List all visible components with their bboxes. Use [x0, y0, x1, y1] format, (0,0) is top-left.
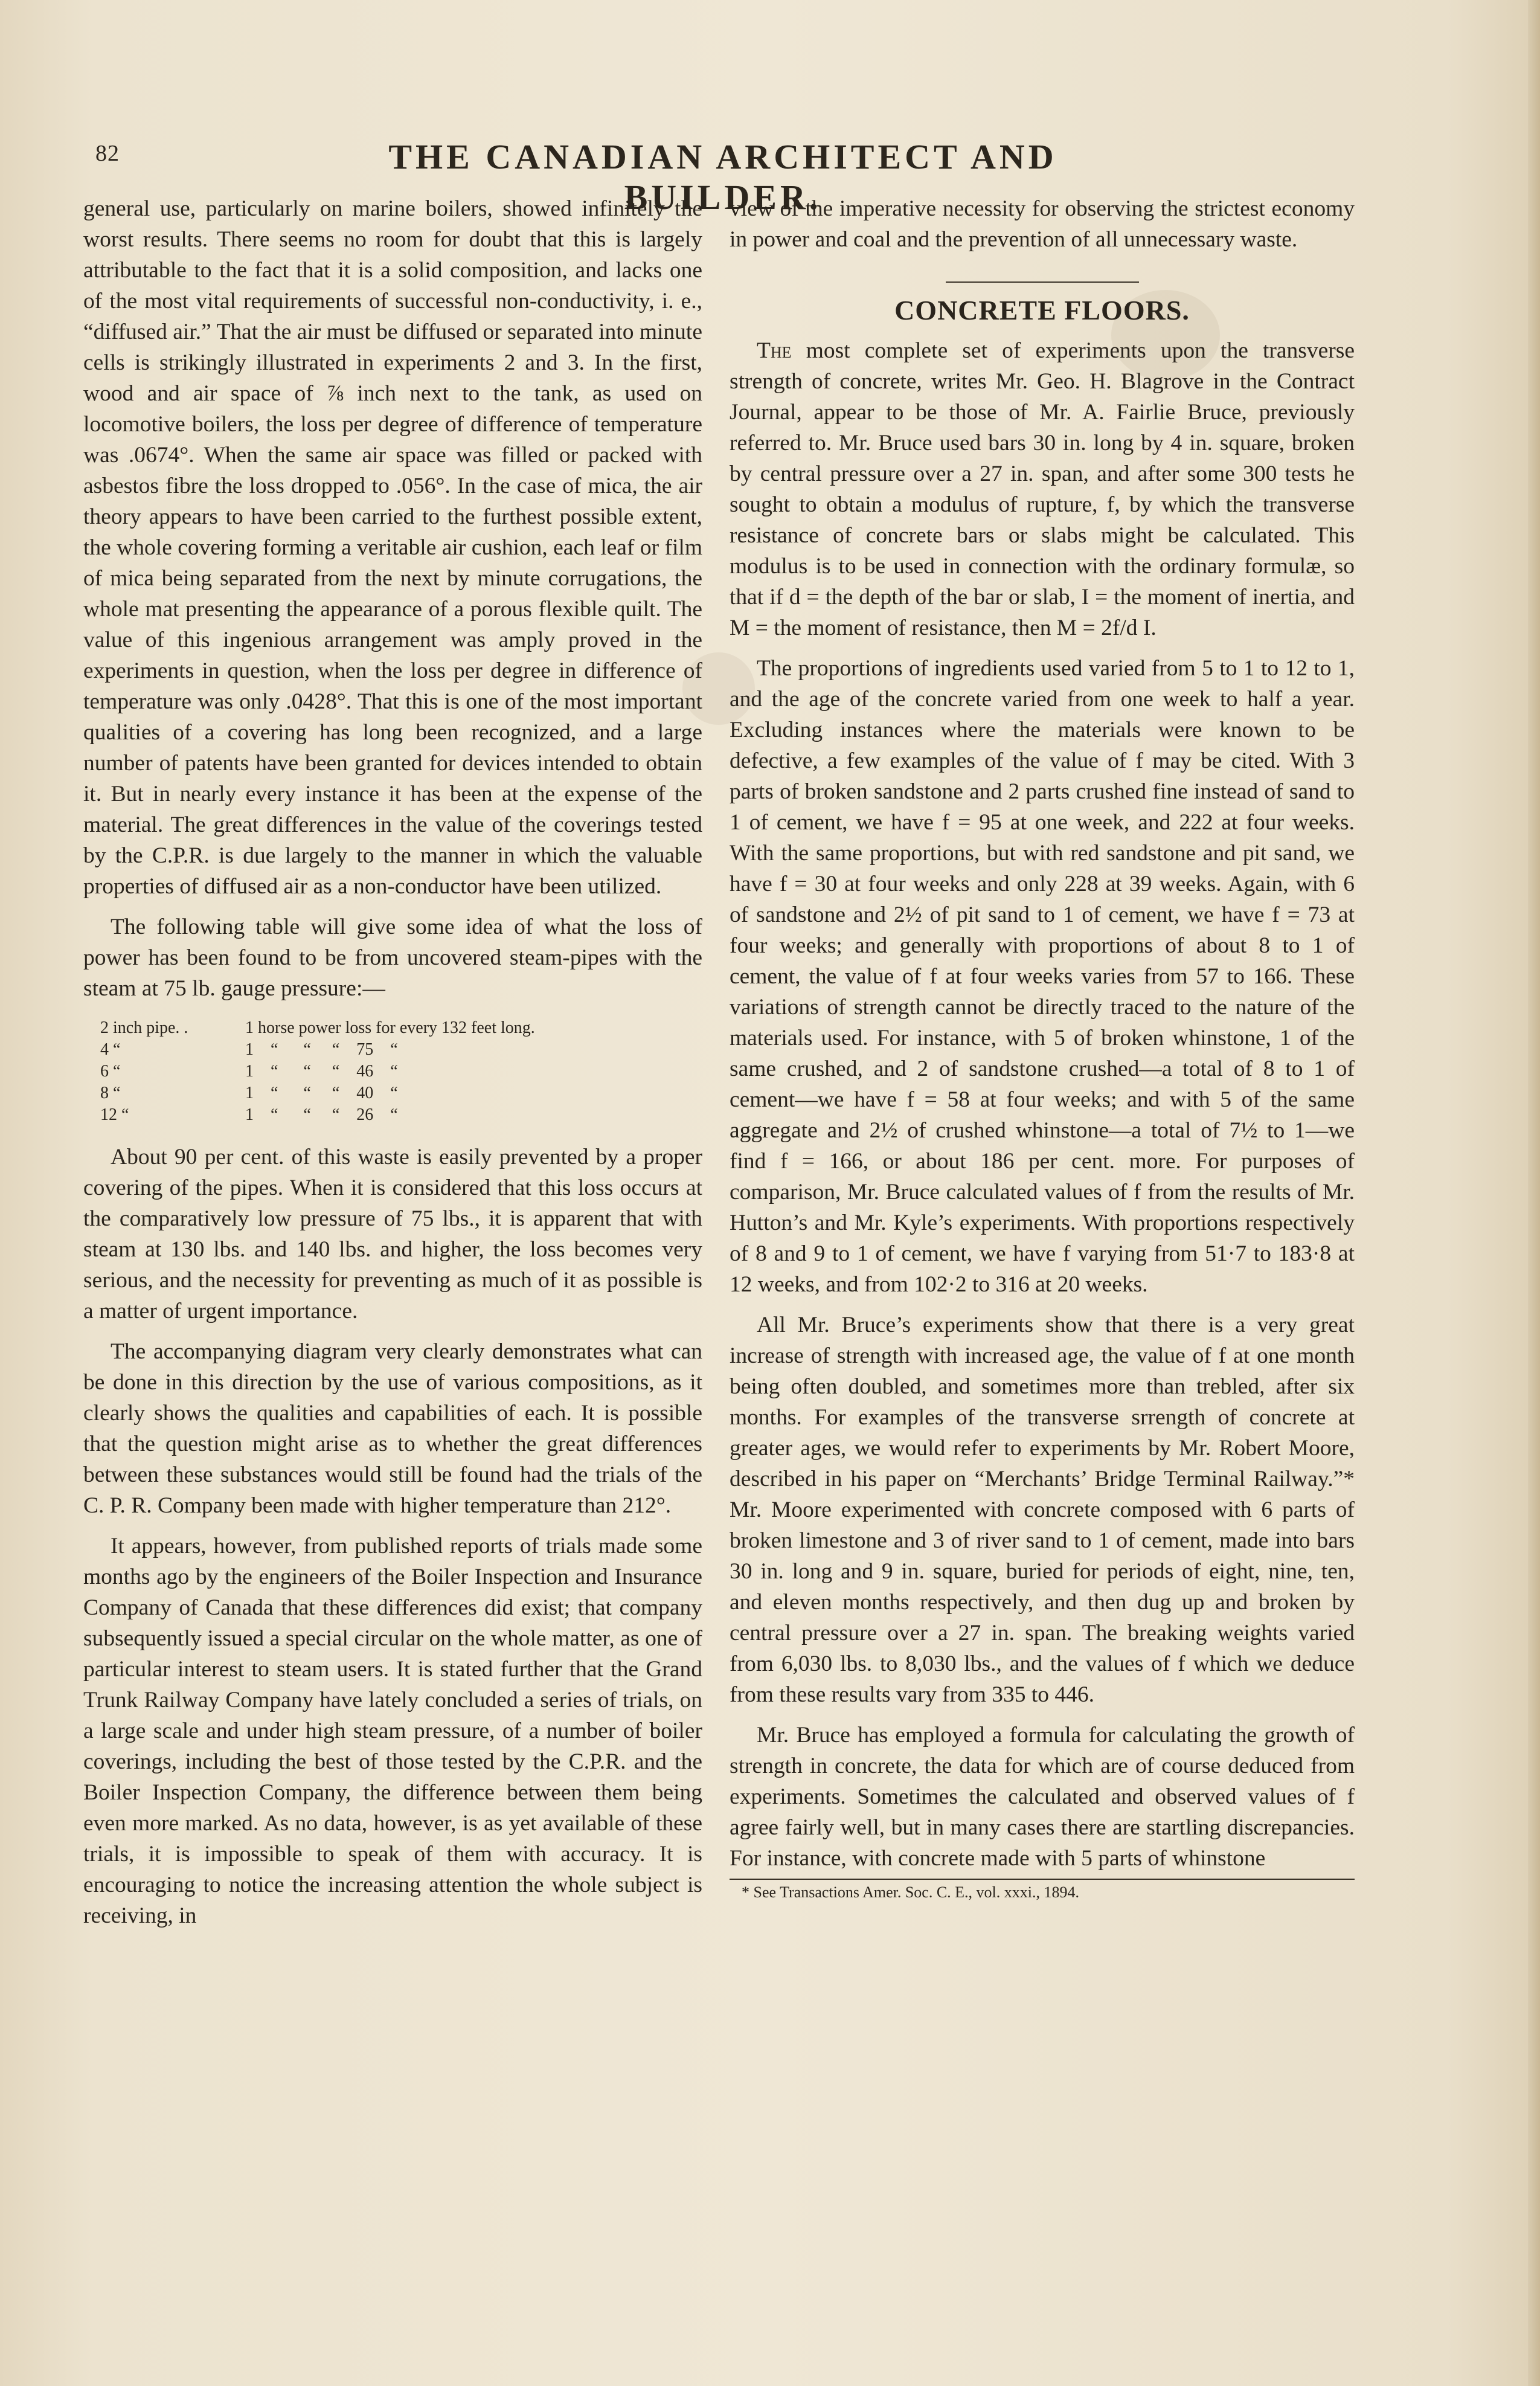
table-cell-pipe: 4 “: [100, 1040, 121, 1059]
table-cell-pipe: 6 “: [100, 1062, 121, 1081]
table-cell-loss: 1 horse power loss for every 132 feet long.: [245, 1018, 535, 1037]
lead-word: The: [757, 338, 792, 363]
right-column: [730, 193, 1355, 1903]
paragraph: About 90 per cent. of this waste is easily prevented by a proper covering of the pipes. When it is considered that this loss occurs at the comparatively low pressure of 75 lbs., it is apparent that with steam at 130 lbs. and 140 lbs. and higher, the loss becomes very serious, and the necessity for preventing as much of it as possible is a matter of urgent importance.: [83, 1145, 702, 1323]
running-title: THE CANADIAN ARCHITECT AND BUILDER.: [388, 137, 1057, 217]
left-column: [83, 193, 702, 1931]
table-cell-pipe: 12 “: [100, 1105, 129, 1124]
table-row: [100, 1017, 702, 1039]
paragraph: Mr. Bruce has employed a formula for calculating the growth of strength in concrete, the data for which are of course deduced from experiments. Sometimes the calculated and observed values of f agree fairly well, but in many cases there are startling discrepancies. For instance, with concrete made with 5 parts of whinstone: [730, 1723, 1355, 1871]
paragraph: general use, particularly on marine boilers, showed infinitely the worst results. There seems no room for doubt that this is largely attributable to the fact that it is a solid composition, and lacks one of the most vital requirements of successful non-conductivity, i. e., “diffused air.” That the air must be diffused or separated into minute cells is strikingly illustrated in experiments 2 and 3. In the first, wood and air space of ⅞ inch next to the tank, as used on locomotive boilers, the loss per degree of difference of temperature was .0674°. When the same air space was filled or packed with asbestos fibre the loss dropped to .056°. In the case of mica, the air theory appears to have been carried to the furthest possible extent, the whole covering forming a veritable air cushion, each leaf or film of mica being separated from the next by minute corrugations, the whole mat presenting the appearance of a porous flexible quilt. The value of this ingenious arrangement was amply proved in the experiments in question, when the loss per degree in difference of temperature was only .0428°. That this is one of the most important qualities of a covering has long been recognized, and a large number of patents have been granted for devices intended to obtain it. But in nearly every instance it has been at the expense of the material. The great differences in the value of the coverings tested by the C.P.R. is due largely to the manner in which the valuable properties of diffused air as a non-conductor have been utilized.: [83, 196, 702, 899]
paragraph: It appears, however, from published reports of trials made some months ago by the engineers of the Boiler Inspection and Insurance Company of Canada that these differences did exist; that company subsequently issued a special circular on the whole matter, as one of particular interest to steam users. It is stated further that the Grand Trunk Railway Company have lately concluded a series of trials, on a large scale and under high steam pressure, of a number of boiler coverings, including the best of those tested by the C.P.R. and the Boiler Inspection Company, the difference between them being even more marked. As no data, however, is as yet available of these trials, it is impossible to speak of them with accuracy. It is encouraging to notice the increasing attention the whole subject is receiving, in: [83, 1534, 702, 1928]
paragraph-text: most complete set of experiments upon the transverse strength of concrete, writes Mr. Geo. H. Blagrove in the Contract Journal, appear to be those of Mr. A. Fairlie Bruce, previously referred to. Mr. Bruce used bars 30 in. long by 4 in. square, broken by central pressure over a 27 in. span, and after some 300 tests he sought to obtain a modulus of rupture, f, by which the transverse resistance of concrete bars or slabs might be calculated. This modulus is to be used in connection with the ordinary formulæ, so that if d = the depth of the bar or slab, I = the moment of inertia, and M = the moment of resistance, then M = 2f/d I.: [730, 338, 1355, 640]
page-number: 82: [95, 141, 120, 166]
page-edge: [1528, 0, 1540, 2386]
table-row: [100, 1061, 702, 1082]
paragraph: The accompanying diagram very clearly demonstrates what can be done in this direction by the use of various compositions, as it clearly shows the qualities and capabilities of each. It is possible that the question might arise as to whether the great differences between these substances would still be found had the trials of the C. P. R. Company been made with higher temperature than 212°.: [83, 1339, 702, 1518]
table-cell-loss: 1 “ “ “ 75 “: [245, 1040, 398, 1059]
footnote-divider: [730, 1879, 1355, 1880]
paragraph: The following table will give some idea of what the loss of power has been found to be from uncovered steam-pipes with the steam at 75 lb. gauge pressure:—: [83, 915, 702, 1001]
footnote: * See Transactions Amer. Soc. C. E., vol. xxxi., 1894.: [742, 1883, 1079, 1901]
table-cell-pipe: 2 inch pipe. .: [100, 1018, 188, 1037]
table-cell-pipe: 8 “: [100, 1084, 121, 1102]
pipe-loss-table: [100, 1017, 702, 1126]
table-row: [100, 1039, 702, 1061]
table-cell-loss: 1 “ “ “ 46 “: [245, 1062, 398, 1081]
paragraph: view of the imperative necessity for observing the strictest economy in power and coal and the prevention of all unnecessary waste.: [730, 196, 1355, 252]
section-divider: [946, 281, 1139, 283]
paragraph: All Mr. Bruce’s experiments show that there is a very great increase of strength with increased age, the value of f at one month being often doubled, and sometimes more than trebled, after six months. For examples of the transverse srrength of concrete at greater ages, we would refer to experiments by Mr. Robert Moore, described in his paper on “Merchants’ Bridge Terminal Railway.”* Mr. Moore experimented with concrete composed with 6 parts of broken limestone and 3 of river sand to 1 of cement, made into bars 30 in. long and 9 in. square, buried for periods of eight, nine, ten, and eleven months respectively, and then dug up and broken by central pressure over a 27 in. span. The breaking weights varied from 6,030 lbs. to 8,030 lbs., and the values of f which we deduce from these results vary from 335 to 446.: [730, 1313, 1355, 1707]
table-cell-loss: 1 “ “ “ 40 “: [245, 1084, 398, 1102]
paragraph: The proportions of ingredients used varied from 5 to 1 to 12 to 1, and the age of the concrete varied from one week to half a year. Excluding instances where the materials were known to be defective, a few examples of the value of f may be cited. With 3 parts of broken sandstone and 2 parts crushed fine instead of sand to 1 of cement, we have f = 95 at one week, and 222 at four weeks. With the same proportions, but with red sandstone and pit sand, we have f = 30 at four weeks and only 228 at 39 weeks. Again, with 6 of sandstone and 2½ of pit sand to 1 of cement, we have f = 73 at four weeks; and generally with proportions of about 8 to 1 of cement, the value of f at four weeks varies from 57 to 166. These variations of strength cannot be directly traced to the nature of the materials used. For instance, with 5 of broken whinstone, 1 of the same crushed, and 2 of sandstone crushed—a total of 8 to 1 of cement—we have f = 58 at four weeks; and with 5 of the same aggregate and 2½ of crushed whinstone—a total of 7½ to 1—we find f = 166, or about 186 per cent. more. For purposes of comparison, Mr. Bruce calculated values of f from the results of Mr. Hutton’s and Mr. Kyle’s experiments. With proportions respectively of 8 and 9 to 1 of cement, we have f varying from 51·7 to 183·8 at 12 weeks, and from 102·2 to 316 at 20 weeks.: [730, 656, 1355, 1297]
table-row: [100, 1104, 702, 1126]
table-cell-loss: 1 “ “ “ 26 “: [245, 1105, 398, 1124]
section-title: CONCRETE FLOORS.: [894, 295, 1190, 326]
table-row: [100, 1082, 702, 1104]
paragraph: [730, 335, 1355, 643]
